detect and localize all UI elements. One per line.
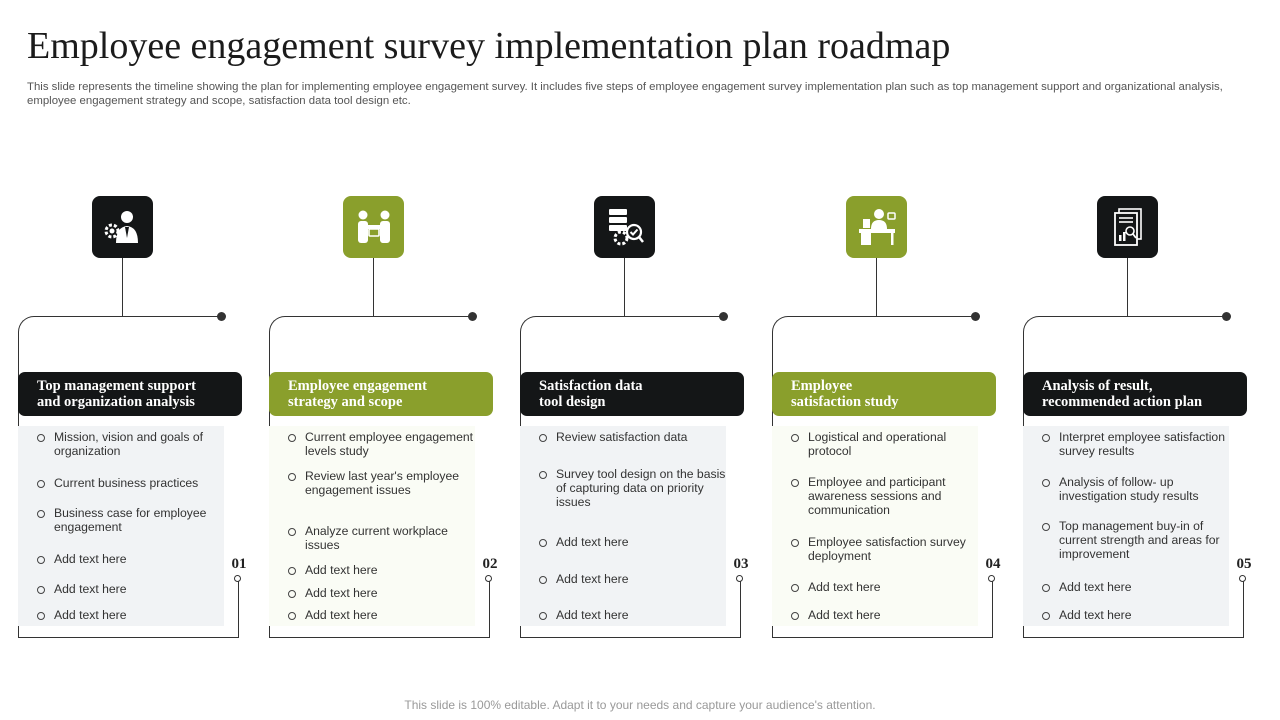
step-header-line1: Top management support (37, 378, 196, 394)
roadmap-step-2 (269, 196, 509, 646)
bullet-item: Business case for employee engagement (35, 506, 225, 534)
step-header (18, 372, 242, 416)
page-title: Employee engagement survey implementation plan roadmap (27, 25, 951, 67)
roadmap-step-1 (18, 196, 258, 646)
connector-dot (1222, 312, 1231, 321)
connector-dot (719, 312, 728, 321)
bullet-item: Logistical and operational protocol (789, 430, 979, 458)
desk-worker-icon (846, 196, 907, 258)
step-header (520, 372, 744, 416)
step-marker-dot (234, 575, 241, 582)
bullet-item: Add text here (789, 580, 979, 594)
roadmap-step-4 (772, 196, 1012, 646)
step-marker-dot (1239, 575, 1246, 582)
step-header-line1: Satisfaction data (539, 378, 643, 394)
step-header-line2: and organization analysis (37, 394, 195, 410)
step-marker-dot (485, 575, 492, 582)
team-meeting-icon (343, 196, 404, 258)
bullet-item: Mission, vision and goals of organization (35, 430, 225, 458)
connector-vertical (1127, 258, 1128, 316)
bullet-item: Add text here (537, 535, 727, 549)
bullet-item: Top management buy-in of current strength and areas for improvement (1040, 519, 1230, 561)
step-marker-dot (988, 575, 995, 582)
report-analysis-icon (1097, 196, 1158, 258)
connector-vertical (876, 258, 877, 316)
bullet-item: Add text here (286, 586, 476, 600)
step-header-line2: strategy and scope (288, 394, 403, 410)
bullet-item: Add text here (1040, 580, 1230, 594)
bullet-item: Add text here (789, 608, 979, 622)
bullet-item: Add text here (537, 572, 727, 586)
bullet-item: Add text here (35, 582, 225, 596)
connector-vertical (373, 258, 374, 316)
step-header-line1: Employee (791, 378, 853, 394)
bullet-item: Analyze current workplace issues (286, 524, 476, 552)
connector-dot (468, 312, 477, 321)
step-marker-dot (736, 575, 743, 582)
step-header-line2: tool design (539, 394, 606, 410)
step-header (269, 372, 493, 416)
bullet-item: Review last year's employee engagement issues (286, 469, 476, 497)
step-header-line1: Employee engagement (288, 378, 427, 394)
bullet-item: Analysis of follow- up investigation study results (1040, 475, 1230, 503)
bullet-item: Review satisfaction data (537, 430, 727, 444)
bullet-item: Current employee engagement levels study (286, 430, 476, 458)
step-number: 02 (482, 556, 498, 572)
bullet-item: Employee satisfaction survey deployment (789, 535, 979, 563)
step-header-line1: Analysis of result, (1042, 378, 1153, 394)
bullet-item: Interpret employee satisfaction survey results (1040, 430, 1230, 458)
bullet-item: Add text here (1040, 608, 1230, 622)
step-number: 04 (985, 556, 1001, 572)
bullet-item: Add text here (35, 552, 225, 566)
roadmap-step-3 (520, 196, 760, 646)
bullet-item: Employee and participant awareness sessions and communication (789, 475, 979, 517)
bullet-item: Add text here (537, 608, 727, 622)
step-header (772, 372, 996, 416)
roadmap-step-5 (1023, 196, 1263, 646)
step-number: 01 (231, 556, 247, 572)
connector-vertical (122, 258, 123, 316)
manager-gear-icon (92, 196, 153, 258)
step-header (1023, 372, 1247, 416)
connector-vertical (624, 258, 625, 316)
step-number: 05 (1236, 556, 1252, 572)
step-number: 03 (733, 556, 749, 572)
connector-dot (971, 312, 980, 321)
bullet-item: Survey tool design on the basis of capturing data on priority issues (537, 467, 727, 509)
step-header-line2: recommended action plan (1042, 394, 1203, 410)
bullet-item: Current business practices (35, 476, 225, 490)
page-footer: This slide is 100% editable. Adapt it to your needs and capture your audience's attention. (404, 698, 876, 712)
data-gear-check-icon (594, 196, 655, 258)
bullet-item: Add text here (35, 608, 225, 622)
step-header-line2: satisfaction study (791, 394, 899, 410)
bullet-item: Add text here (286, 563, 476, 577)
bullet-item: Add text here (286, 608, 476, 622)
connector-dot (217, 312, 226, 321)
page-subtitle: This slide represents the timeline showing the plan for implementing employee engagement survey. It includes five steps of employee engagement survey implementation plan such as top management support and organizational analysis, employee engagement strategy and scope, satisfaction data tool design etc. (27, 81, 1223, 107)
